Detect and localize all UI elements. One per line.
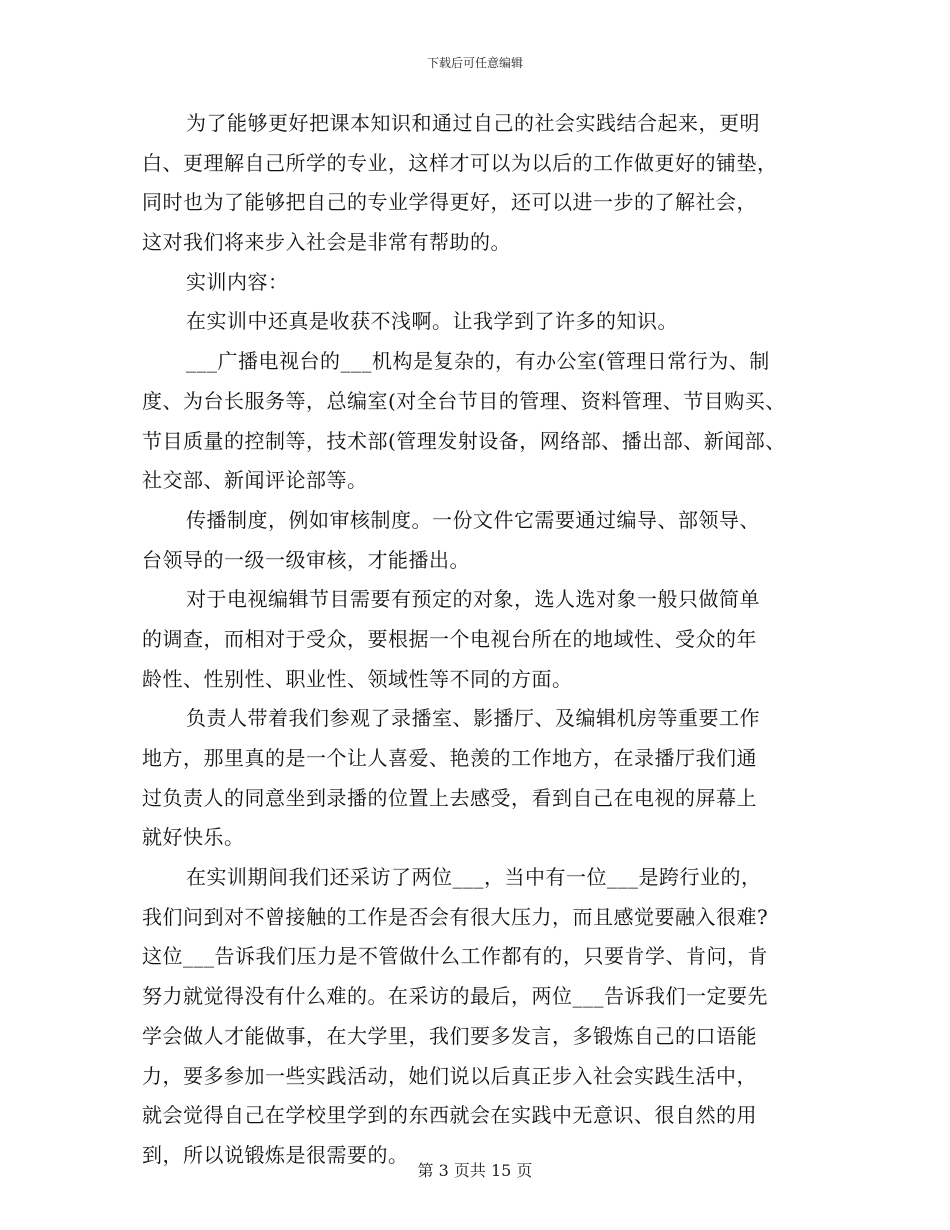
- text-line: 这对我们将来步入社会是非常有帮助的。: [142, 230, 511, 255]
- text-line: 台领导的一级一级审核，才能播出。: [142, 547, 470, 572]
- text-line: 这位___告诉我们压力是不管做什么工作都有的，只要肯学、肯问，肯: [142, 944, 768, 969]
- text-line: 对于电视编辑节目需要有预定的对象，选人选对象一般只做简单: [186, 587, 760, 612]
- text-line: 到，所以说锻炼是很需要的。: [142, 1142, 409, 1167]
- text-line: 传播制度，例如审核制度。一份文件它需要通过编导、部领导、: [186, 507, 760, 532]
- page-footer: 第 3 页共 15 页: [417, 1161, 533, 1180]
- text-line: 在实训期间我们还采访了两位___，当中有一位___是跨行业的，: [186, 865, 762, 890]
- text-line: 白、更理解自己所学的专业，这样才可以为以后的工作做更好的铺垫，: [142, 150, 778, 175]
- text-line: 实训内容：: [186, 269, 289, 294]
- text-line: 就好快乐。: [142, 825, 245, 850]
- text-line: 我们问到对不曾接触的工作是否会有很大压力，而且感觉要融入很难?: [142, 904, 769, 929]
- text-line: 力，要多参加一些实践活动，她们说以后真正步入社会实践生活中，: [142, 1063, 757, 1088]
- text-line: 为了能够更好把课本知识和通过自己的社会实践结合起来，更明: [186, 111, 760, 135]
- text-line: 同时也为了能够把自己的专业学得更好，还可以进一步的了解社会，: [142, 190, 757, 215]
- text-line: 努力就觉得没有什么难的。在采访的最后，两位___告诉我们一定要先: [142, 984, 768, 1009]
- text-line: 社交部、新闻评论部等。: [142, 468, 368, 493]
- text-line: 龄性、性别性、职业性、领域性等不同的方面。: [142, 666, 573, 691]
- text-line: 学会做人才能做事，在大学里，我们要多发言，多锻炼自己的口语能: [142, 1023, 757, 1048]
- text-line: 度、为台长服务等，总编室(对全台节目的管理、资料管理、节目购买、: [142, 388, 786, 413]
- text-line: 负责人带着我们参观了录播室、影播厅、及编辑机房等重要工作: [186, 706, 760, 731]
- body-text: [142, 104, 822, 1176]
- text-line: 地方，那里真的是一个让人喜爱、艳羡的工作地方，在录播厅我们通: [142, 746, 757, 770]
- text-line: 过负责人的同意坐到录播的位置上去感受，看到自己在电视的屏幕上: [142, 785, 757, 810]
- text-line: 就会觉得自己在学校里学到的东西就会在实践中无意识、很自然的用: [142, 1103, 757, 1128]
- text-line: 在实训中还真是收获不浅啊。让我学到了许多的知识。: [186, 309, 678, 334]
- text-line: ___广播电视台的___机构是复杂的，有办公室(管理日常行为、制: [186, 349, 770, 374]
- text-line: 的调查，而相对于受众，要根据一个电视台所在的地域性、受众的年: [142, 626, 757, 651]
- page-header: 下载后可任意编辑: [426, 56, 523, 70]
- text-line: 节目质量的控制等，技术部(管理发射设备，网络部、播出部、新闻部、: [142, 428, 786, 453]
